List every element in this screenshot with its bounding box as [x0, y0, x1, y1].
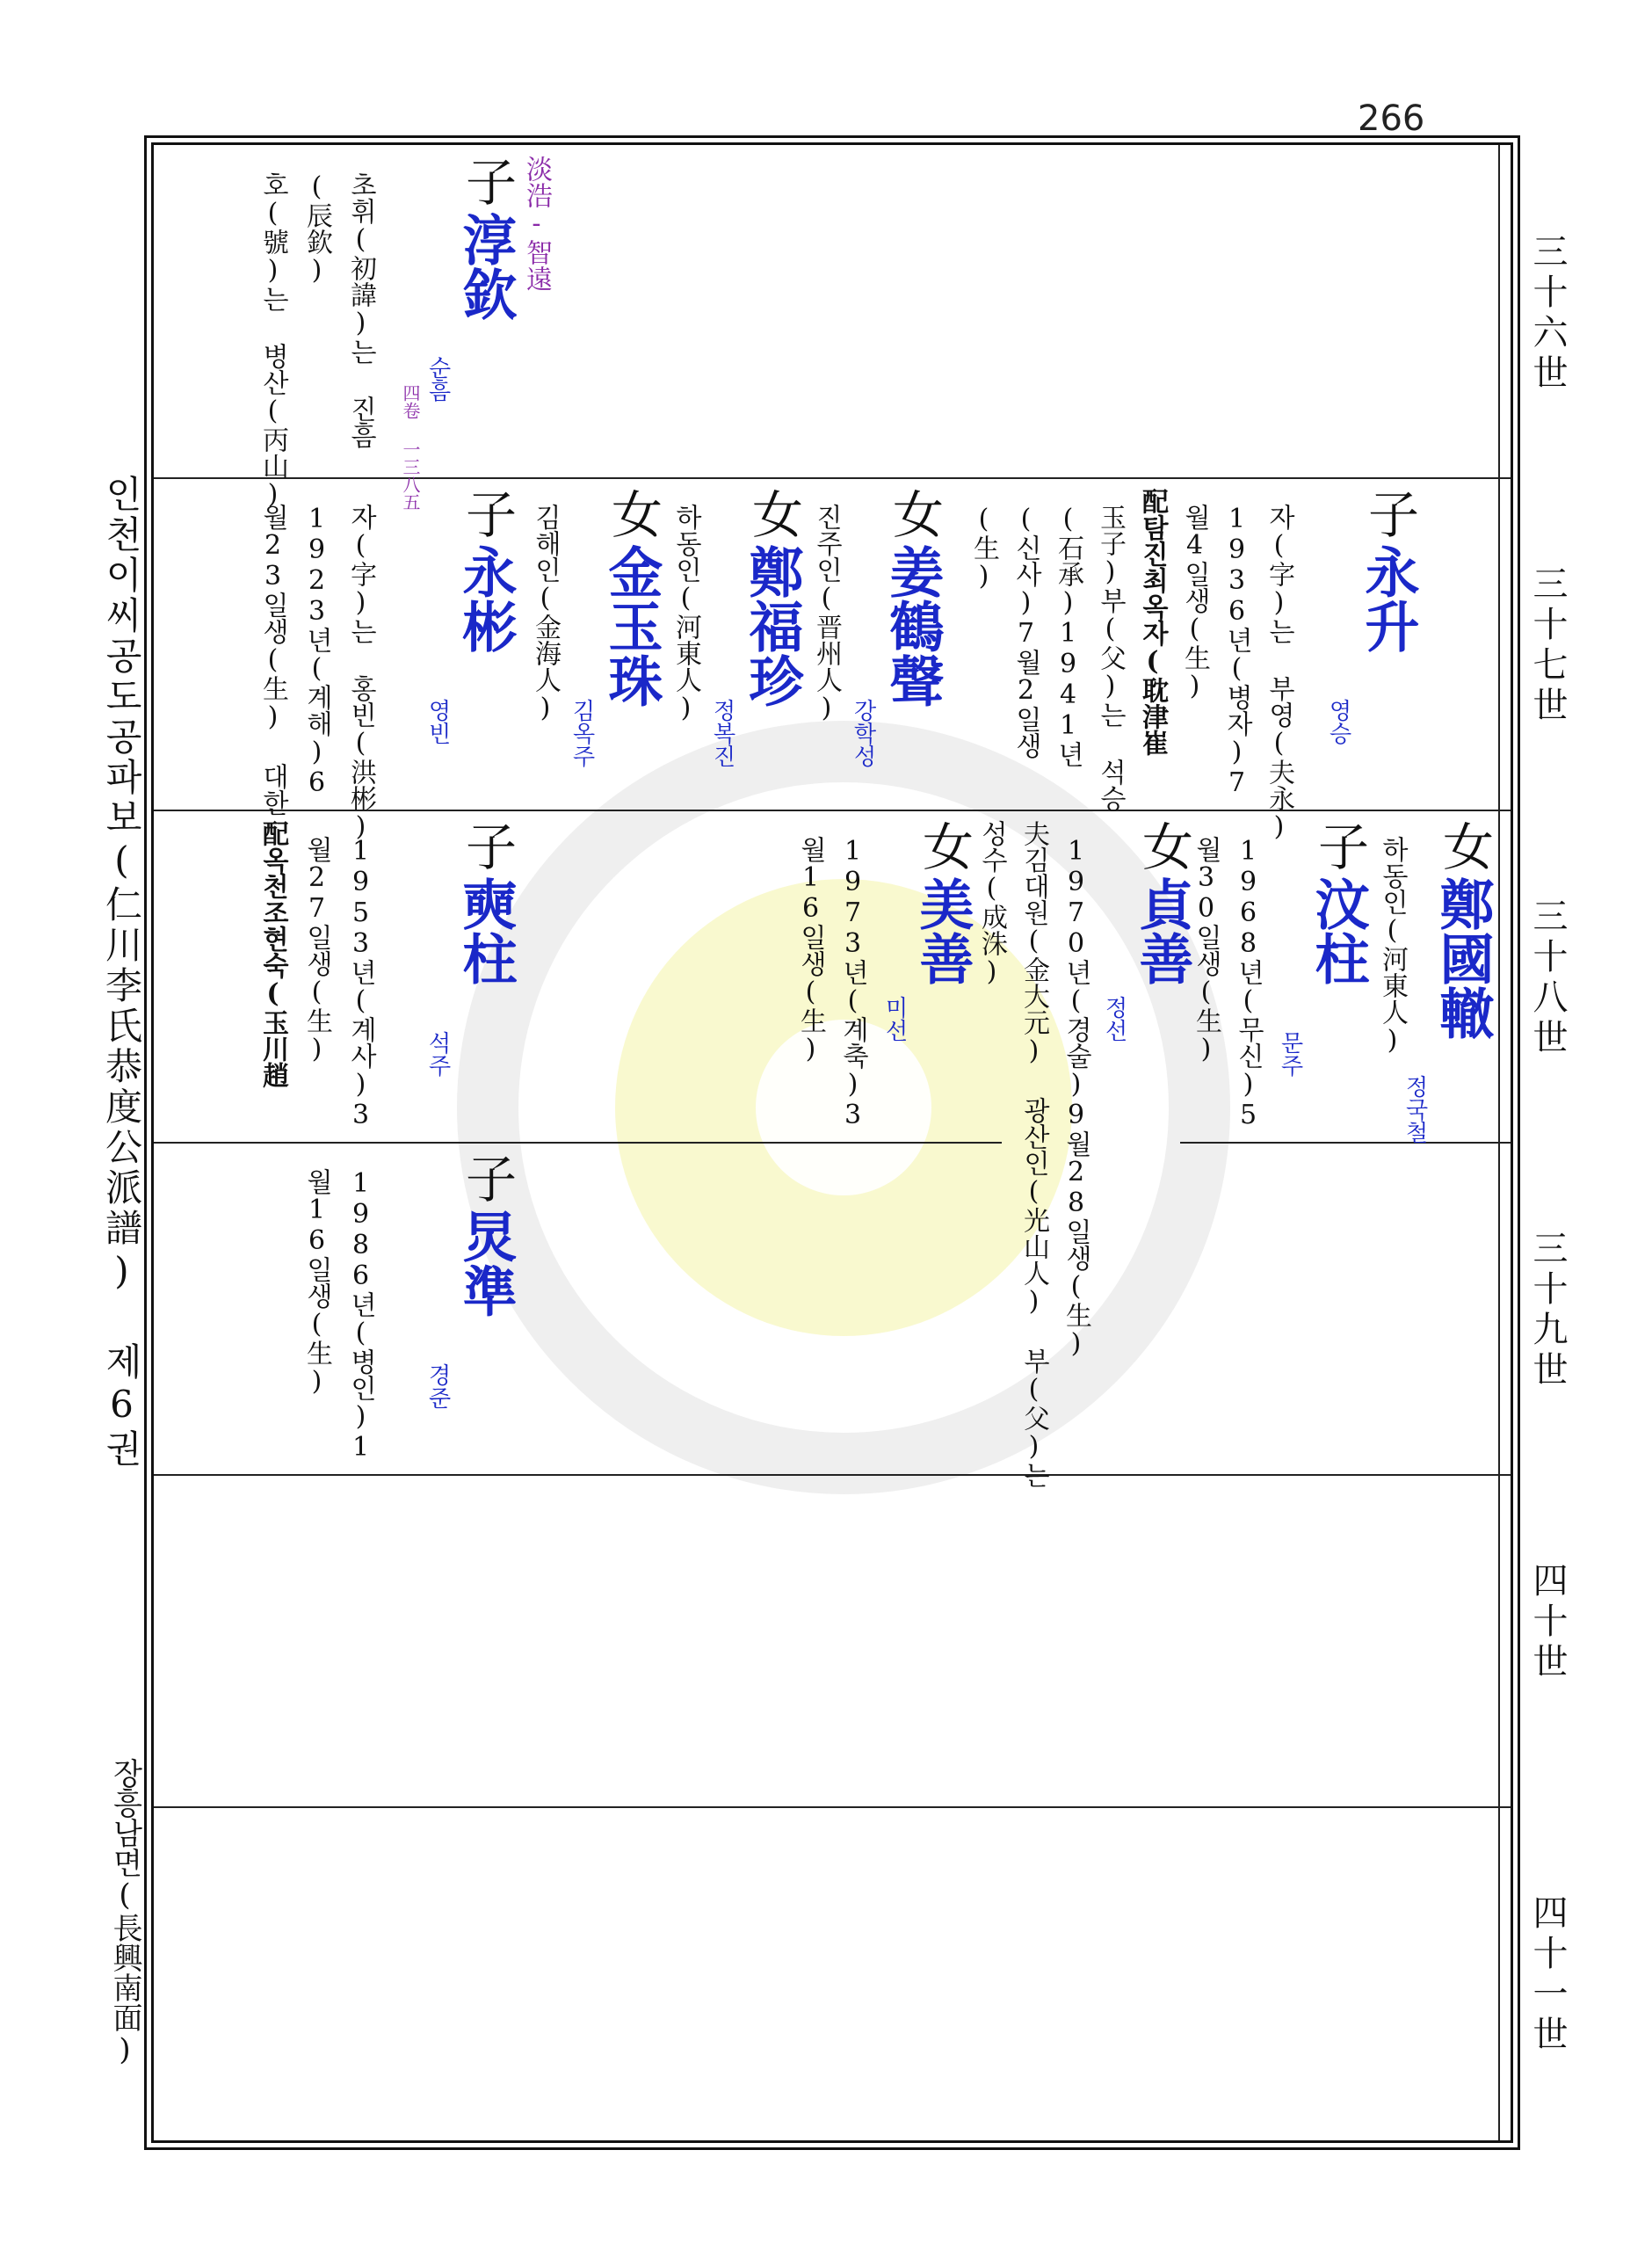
person-name-hangul: 영승 [1325, 699, 1351, 745]
relation-label: 子 [1309, 820, 1369, 871]
lineage-note: 淡浩-智遠 [521, 156, 552, 292]
bio-line: 1968년(무신)5 [1233, 836, 1264, 1130]
generation-label: 三十八世 [1527, 897, 1568, 1059]
relation-label: 女 [743, 488, 803, 539]
relation-label: 子 [457, 156, 517, 207]
origin-line: 김해인(金海人) [530, 504, 561, 723]
bio-line: 호(號)는 병산(丙山) [257, 171, 288, 510]
bio-line: 玉子)부(父)는 석승 [1095, 504, 1126, 811]
bio-line: 1973년(계축)3 [837, 836, 868, 1130]
generation-label: 三十九世 [1527, 1230, 1568, 1391]
person-name-hangul: 정선 [1101, 996, 1127, 1042]
bio-line: 1953년(계사)3 [345, 836, 376, 1130]
person-name: 永升 [1356, 544, 1420, 653]
entry-ganghakseong [811, 488, 953, 804]
origin-line: 하동인(河東人) [670, 504, 701, 723]
bio-line: 자(字)는 홍빈(洪彬) [345, 504, 376, 842]
entry-kimokju [530, 488, 672, 804]
spouse-line: 夫김대원(金大元) 광산인(光山人) 부(父)는 [1018, 820, 1049, 1488]
person-name: 炅準 [453, 1209, 518, 1318]
relation-label: 子 [457, 820, 517, 871]
entry-youngseung [958, 488, 1420, 842]
bio-line: (生) [968, 504, 999, 592]
generation-label: 四十世 [1527, 1562, 1568, 1683]
row-divider [154, 1142, 1002, 1144]
relation-label: 女 [914, 820, 974, 871]
bio-line: 1936년(병자)7 [1221, 504, 1252, 798]
bio-line: (辰欽) [301, 171, 332, 286]
person-name-hangul: 김옥주 [569, 699, 595, 767]
person-name-hangul: 정국철 [1402, 1075, 1428, 1144]
bio-line: 월4일생(生) [1179, 504, 1210, 701]
spouse-line: 配옥천조현숙(玉川趙 [257, 820, 288, 1088]
entry-jeongbokjin [670, 488, 813, 804]
entry-junheum [171, 156, 558, 511]
person-name: 淳欽 [453, 212, 518, 321]
bio-line: 1923년(계해)6 [301, 504, 332, 798]
person-name: 奭柱 [453, 876, 518, 985]
person-name-hangul: 영빈 [424, 699, 451, 745]
person-name: 鄭國轍 [1431, 876, 1495, 1040]
bio-line: 1970년(경술)9월28일생(生) [1061, 836, 1091, 1359]
bio-line: 1986년(병인)1 [345, 1168, 376, 1463]
bio-line: 월16일생(生) [795, 836, 826, 1064]
relation-label: 女 [1434, 820, 1494, 871]
entry-youngbin [171, 488, 540, 842]
relation-label: 女 [884, 488, 944, 539]
spouse-line: 配탐진최옥자(耽津崔 [1137, 488, 1168, 756]
page-number: 266 [1358, 98, 1425, 139]
entry-gyeongjun [171, 1152, 540, 1469]
entry-jeongguk [1377, 820, 1498, 1144]
person-name: 美善 [910, 876, 975, 985]
relation-label: 女 [1134, 820, 1193, 871]
entry-miseon [795, 820, 980, 1137]
person-name-hangul: 강학성 [850, 699, 876, 767]
relation-label: 子 [457, 488, 517, 539]
relation-label: 子 [457, 1152, 517, 1203]
generation-label: 三十六世 [1527, 233, 1568, 395]
person-name: 汶柱 [1306, 876, 1370, 985]
bio-line: (石承)1941년 [1053, 504, 1083, 767]
relation-label: 女 [603, 488, 663, 539]
bio-line: (신사)7월2일생 [1011, 504, 1041, 759]
bio-line: 월27일생(生) [301, 836, 332, 1064]
person-name-hangul: 문주 [1277, 1031, 1303, 1077]
entry-seokju [171, 820, 540, 1137]
bio-line: 초휘(初諱)는 진흠 [345, 171, 376, 448]
bio-line: 월30일생(生) [1191, 836, 1221, 1064]
volume-note: 四卷 一三八五 [400, 384, 421, 511]
person-name-hangul: 미선 [881, 996, 908, 1042]
person-name-hangul: 정복진 [709, 699, 735, 767]
row-divider [154, 1806, 1511, 1808]
person-name: 姜鶴聲 [880, 544, 945, 708]
generation-label: 四十一世 [1527, 1894, 1568, 2056]
person-name-hangul: 순흠 [424, 356, 451, 402]
bio-line: 자(字)는 부영(夫永) [1264, 504, 1294, 842]
bio-line: 월23일생(生) 대한 [257, 504, 288, 816]
entry-jeongseon [976, 820, 1199, 1488]
genealogy-table [151, 142, 1568, 2143]
relation-label: 子 [1359, 488, 1419, 539]
bio-line: 월16일생(生) [301, 1168, 332, 1397]
origin-line: 하동인(河東人) [1377, 836, 1408, 1056]
origin-line: 진주인(晋州人) [811, 504, 842, 723]
bio-line: 성수(成洙) [976, 820, 1007, 987]
person-name: 永彬 [453, 544, 518, 653]
person-name-hangul: 경준 [424, 1363, 451, 1409]
generation-label: 三十七世 [1527, 565, 1568, 727]
row-divider [154, 477, 1511, 479]
region-subtitle: 장흥남면(長興南面) [107, 1758, 142, 2067]
person-name: 金玉珠 [599, 544, 663, 708]
entry-munju [1191, 820, 1375, 1137]
person-name: 貞善 [1130, 876, 1194, 985]
person-name: 鄭福珍 [740, 544, 804, 708]
row-divider [1180, 1142, 1511, 1144]
book-title: 인천이씨공도공파보(仁川李氏恭度公派譜) 제6권 [100, 475, 143, 1470]
row-divider [154, 1474, 1511, 1476]
person-name-hangul: 석주 [424, 1031, 451, 1077]
